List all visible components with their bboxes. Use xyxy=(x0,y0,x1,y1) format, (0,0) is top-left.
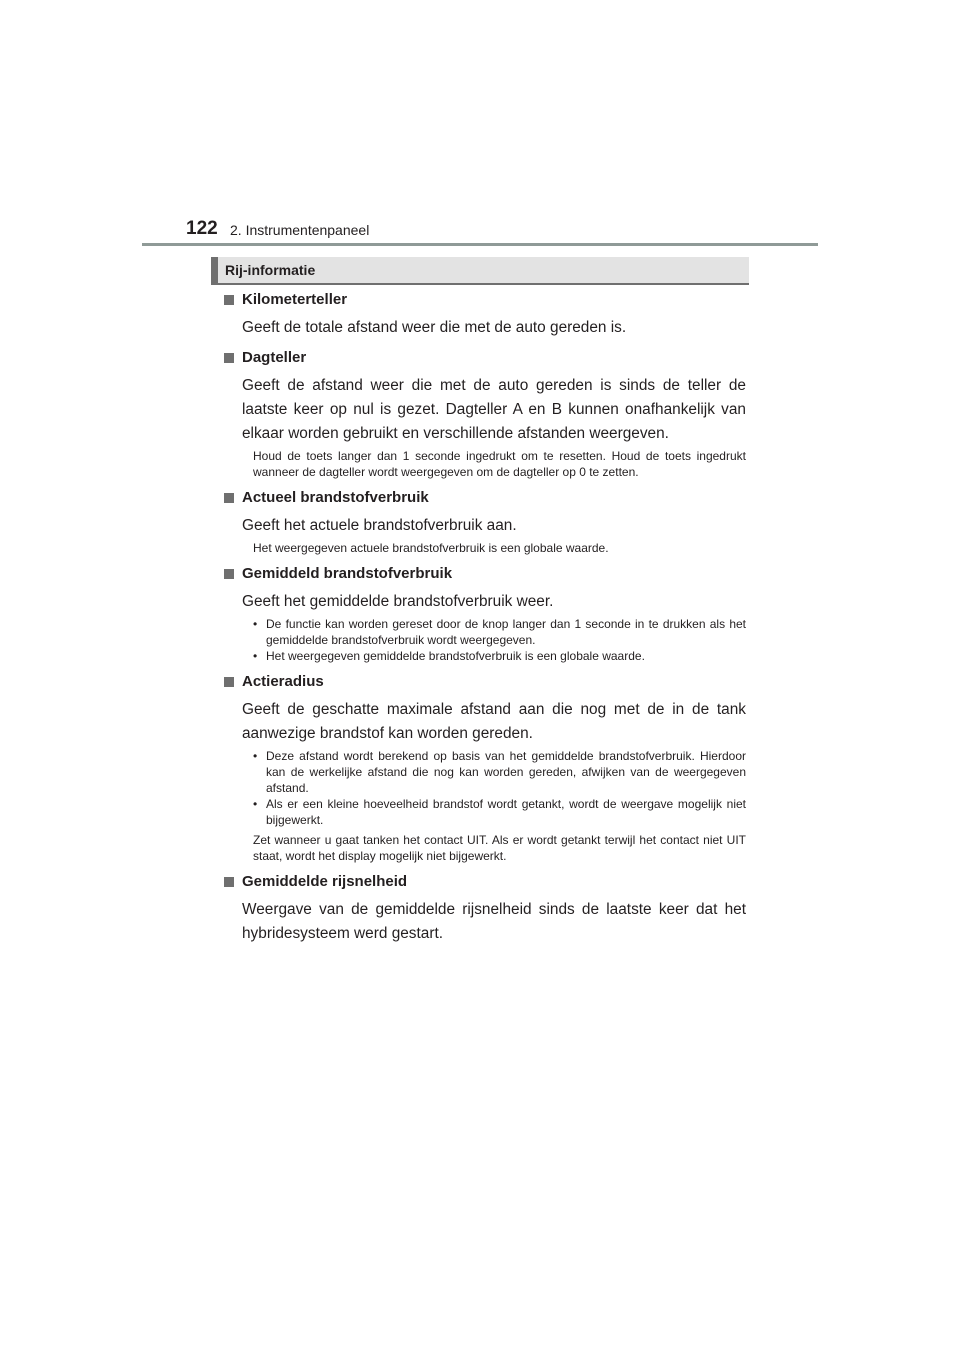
section-heading xyxy=(211,257,749,285)
item-gemiddelde-rijsnelheid xyxy=(222,872,746,946)
item-description: Geeft de totale afstand weer die met de auto gereden is. xyxy=(242,319,627,336)
bullet-dot-icon: • xyxy=(253,749,258,763)
list-item-text: Het weergegeven gemiddelde brandstofverbruik is een globale waarde. xyxy=(266,649,645,663)
list-item xyxy=(253,796,746,828)
item-description: Geeft het actuele brandstofverbruik aan. xyxy=(242,517,517,534)
square-bullet-icon xyxy=(224,677,234,687)
list-item-text: De functie kan worden gereset door de knop langer dan 1 seconde in te drukken als het gemiddelde brandstofverbruik wordt weergegeven. xyxy=(266,617,746,647)
item-heading-text: Dagteller xyxy=(242,349,307,366)
item-description: Weergave van de gemiddelde rijsnelheid sinds de laatste keer dat het hybridesysteem werd gestart. xyxy=(242,901,746,942)
list-item xyxy=(253,648,746,664)
item-heading xyxy=(222,872,746,892)
item-heading xyxy=(222,348,746,368)
item-note: Zet wanneer u gaat tanken het contact UIT. Als er wordt getankt terwijl het contact niet UIT staat, wordt het display mogelijk niet bijgewerkt. xyxy=(253,833,746,863)
section-title: Rij-informatie xyxy=(225,262,316,278)
item-description: Geeft de afstand weer die met de auto gereden is sinds de teller de laatste keer op nul is gezet. Dagteller A en B kunnen onafhankelijk van elkaar worden gebruikt en verschillende afstanden weergeven. xyxy=(242,377,746,442)
content xyxy=(222,290,746,946)
item-heading-text: Actueel brandstofverbruik xyxy=(242,489,429,506)
square-bullet-icon xyxy=(224,295,234,305)
item-note: Het weergegeven actuele brandstofverbruik is een globale waarde. xyxy=(253,541,609,555)
item-heading xyxy=(222,290,746,310)
list-item-text: Deze afstand wordt berekend op basis van het gemiddelde brandstofverbruik. Hierdoor kan de werkelijke afstand die nog kan worden gereden, afwijken van de weergegeven afstand. xyxy=(266,749,746,795)
section-heading-bar xyxy=(211,257,218,285)
item-actieradius xyxy=(222,672,746,864)
bullet-list xyxy=(253,748,746,828)
item-gemiddeld-brandstofverbruik xyxy=(222,564,746,664)
square-bullet-icon xyxy=(224,877,234,887)
item-kilometerteller xyxy=(222,290,746,340)
item-heading xyxy=(222,488,746,508)
item-dagteller xyxy=(222,348,746,480)
list-item xyxy=(253,616,746,648)
page-number: 122 xyxy=(186,218,218,239)
item-heading xyxy=(222,672,746,692)
list-item-text: Als er een kleine hoeveelheid brandstof wordt getankt, wordt de weergave mogelijk niet bijgewerkt. xyxy=(266,797,746,827)
bullet-dot-icon: • xyxy=(253,617,258,631)
bullet-list xyxy=(253,616,746,664)
square-bullet-icon xyxy=(224,493,234,503)
bullet-dot-icon: • xyxy=(253,797,258,811)
item-heading-text: Gemiddeld brandstofverbruik xyxy=(242,565,453,582)
item-description: Geeft de geschatte maximale afstand aan die nog met de in de tank aanwezige brandstof kan worden gereden. xyxy=(242,701,746,742)
item-heading xyxy=(222,564,746,584)
chapter-title: 2. Instrumentenpaneel xyxy=(230,222,370,238)
square-bullet-icon xyxy=(224,569,234,579)
list-item xyxy=(253,748,746,796)
item-heading-text: Gemiddelde rijsnelheid xyxy=(242,873,408,890)
item-heading-text: Actieradius xyxy=(242,673,324,690)
item-description: Geeft het gemiddelde brandstofverbruik weer. xyxy=(242,593,554,610)
item-heading-text: Kilometerteller xyxy=(242,291,348,308)
header-rule xyxy=(142,243,818,246)
bullet-dot-icon: • xyxy=(253,649,258,663)
item-note: Houd de toets langer dan 1 seconde ingedrukt om te resetten. Houd de toets ingedrukt wanneer de dagteller wordt weergegeven om de dagteller op 0 te zetten. xyxy=(253,449,746,479)
square-bullet-icon xyxy=(224,353,234,363)
item-actueel-brandstofverbruik xyxy=(222,488,746,556)
